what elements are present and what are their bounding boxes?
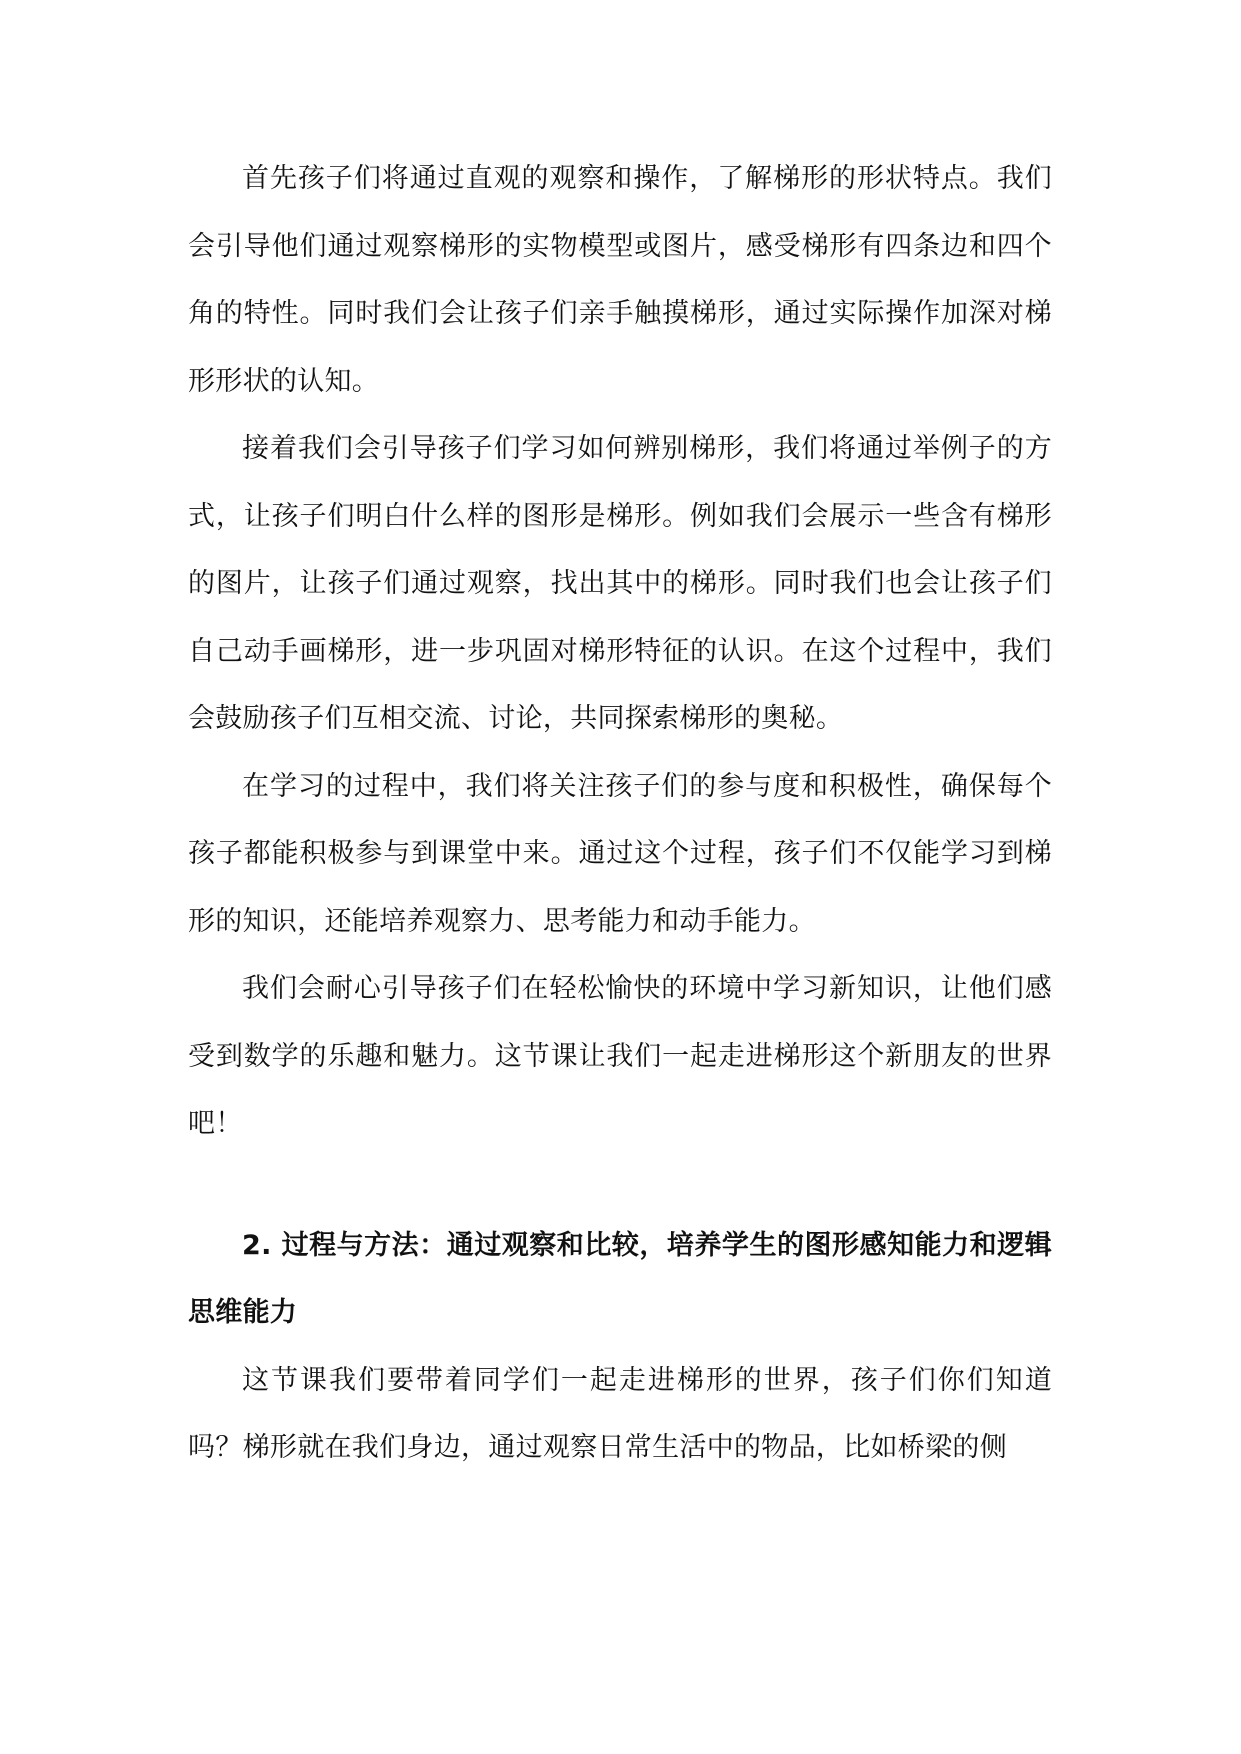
section-heading: 2. 过程与方法：通过观察和比较，培养学生的图形感知能力和逻辑思维能力: [188, 1229, 1052, 1328]
paragraph-section-intro: 这节课我们要带着同学们一起走进梯形的世界，孩子们你们知道吗？梯形就在我们身边，通过观察日常生活中的物品，比如桥梁的侧: [188, 1364, 1052, 1463]
paragraph-conclusion: 我们会耐心引导孩子们在轻松愉快的环境中学习新知识，让他们感受到数学的乐趣和魅力。这节课让我们一起走进梯形这个新朋友的世界吧！: [188, 973, 1052, 1139]
document-body: [188, 145, 1052, 1482]
paragraph-participation: 在学习的过程中，我们将关注孩子们的参与度和积极性，确保每个孩子都能积极参与到课堂中来。通过这个过程，孩子们不仅能学习到梯形的知识，还能培养观察力、思考能力和动手能力。: [188, 770, 1052, 937]
paragraph-identification: 接着我们会引导孩子们学习如何辨别梯形，我们将通过举例子的方式，让孩子们明白什么样的图形是梯形。例如我们会展示一些含有梯形的图片，让孩子们通过观察，找出其中的梯形。同时我们也会让孩子们自己动手画梯形，进一步巩固对梯形特征的认识。在这个过程中，我们会鼓励孩子们互相交流、讨论，共同探索梯形的奥秘。: [188, 433, 1052, 734]
paragraph-observation: 首先孩子们将通过直观的观察和操作，了解梯形的形状特点。我们会引导他们通过观察梯形的实物模型或图片，感受梯形有四条边和四个角的特性。同时我们会让孩子们亲手触摸梯形，通过实际操作加深对梯形形状的认知。: [188, 163, 1052, 397]
